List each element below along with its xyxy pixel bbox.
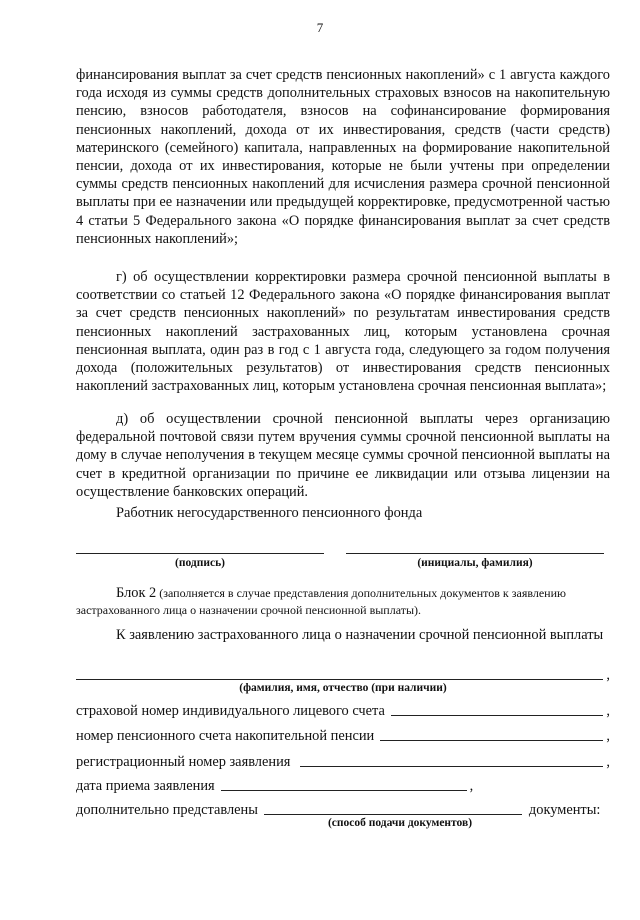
fio-row — [76, 664, 610, 684]
reg-number-label: регистрационный номер заявления — [76, 754, 291, 770]
block2-note: (заполняется в случае представления дополнительных документов к заявлению застрахованного лица о назначении срочной пенсионной выплаты). — [76, 586, 566, 617]
reg-number-field[interactable] — [300, 766, 603, 767]
account-label: номер пенсионного счета накопительной пенсии — [76, 728, 375, 744]
paragraph-funding: финансирования выплат за счет средств пенсионных накоплений» с 1 августа каждого года исходя из суммы средств дополнительных страховых взносов на накопительную пенсию, взносов работодателя, взносов на софинансирование формирования пенсионных накоплений, дохода от их инвестирования, средств (части средств) материнского (семейного) капитала, направленных на формирование накопительной пенсии, дохода от их инвестирования, которые не были учтены при определении суммы средств пенсионных накоплений для исчисления размера срочной пенсионной выплаты при ее назначении или предыдущей корректировке, предусмотренной частью 4 статьи 5 Федерального закона «О порядке финансирования выплат за счет средств пенсионных накоплений»; — [76, 67, 610, 247]
snils-row — [76, 700, 610, 720]
statement-heading: К заявлению застрахованного лица о назначении срочной пенсионной выплаты — [116, 627, 604, 643]
initials-line[interactable] — [346, 553, 604, 554]
paragraph-item-g: г) об осуществлении корректировки размера срочной пенсионной выплаты в соответствии со статьей 12 Федерального закона «О порядке финансирования выплат за счет средств пенсионных накоплений» по результатам инвестирования средств пенсионных накоплений застрахованных лиц, которым установлена срочная пенсионная выплата, один раз в год с 1 августа года, следующего за годом получения дохода (положительных результатов) от инвестирования средств пенсионных накоплений застрахованных лиц, которым установлена срочная пенсионная выплата»; — [76, 269, 610, 395]
date-field[interactable] — [221, 790, 467, 791]
reg-number-row — [76, 751, 610, 771]
page-number: 7 — [316, 20, 324, 35]
account-comma: , — [606, 728, 610, 744]
reg-number-comma: , — [606, 754, 610, 770]
account-row — [76, 725, 610, 745]
additional-label: дополнительно представлены — [76, 802, 258, 818]
initials-caption: (инициалы, фамилия) — [417, 557, 533, 569]
additional-row — [76, 799, 610, 819]
fio-caption: (фамилия, имя, отчество (при наличии) — [239, 682, 447, 694]
signature-caption: (подпись) — [175, 557, 225, 569]
snils-comma: , — [606, 703, 610, 719]
additional-field[interactable] — [264, 814, 522, 815]
fio-comma: , — [606, 667, 610, 683]
date-row — [76, 775, 610, 795]
fund-worker-label: Работник негосударственного пенсионного фонда — [116, 505, 423, 521]
account-field[interactable] — [380, 740, 603, 741]
paragraph-item-d: д) об осуществлении срочной пенсионной выплаты через организацию федеральной почтовой связи путем вручения суммы срочной пенсионной выплаты на дому в случае неполучения в текущем месяце суммы срочной пенсионной выплаты на счет в кредитной организации по причине ее ликвидации или отзыва лицензии на осуществление банковских операций. — [76, 411, 610, 500]
documents-label: документы: — [528, 802, 601, 818]
date-comma: , — [469, 778, 474, 794]
block2-heading — [76, 585, 610, 619]
snils-label: страховой номер индивидуального лицевого счета — [76, 703, 385, 719]
block2-title: Блок 2 — [116, 585, 157, 601]
signature-line[interactable] — [76, 553, 324, 554]
snils-field[interactable] — [391, 715, 603, 716]
method-caption: (способ подачи документов) — [327, 817, 473, 829]
date-label: дата приема заявления — [76, 778, 215, 794]
fio-field[interactable] — [76, 679, 603, 680]
